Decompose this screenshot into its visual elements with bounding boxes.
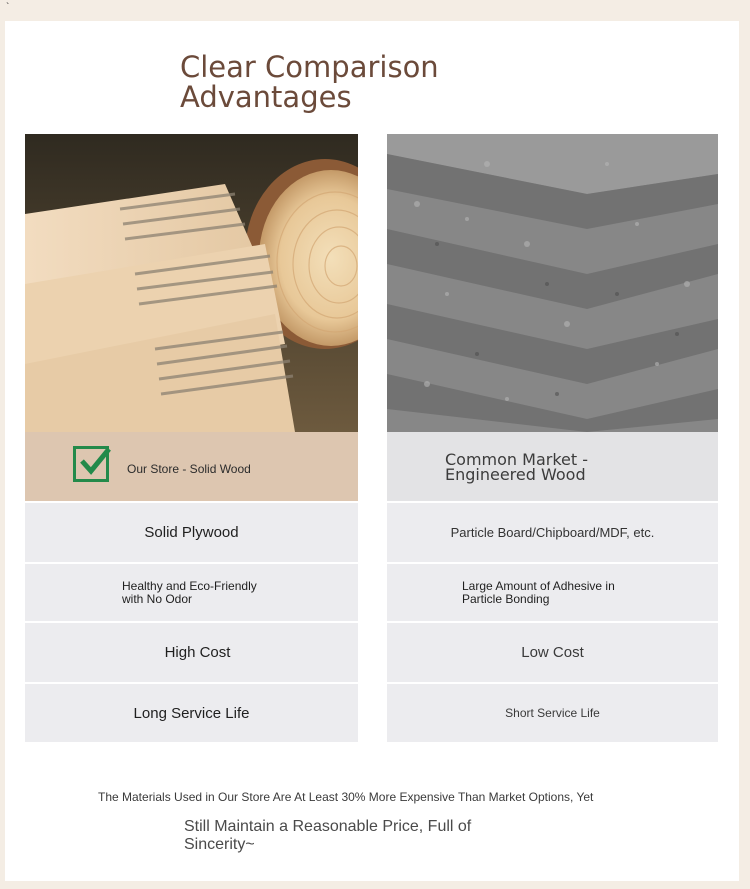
footer-statement: The Materials Used in Our Store Are At Least 30% More Expensive Than Market Options, Yet [98, 790, 594, 804]
right-row-adhesive-line-2: Particle Bonding [462, 591, 550, 606]
left-row-material-text: Solid Plywood [144, 524, 239, 541]
market-header [387, 432, 718, 501]
right-row-life-text: Short Service Life [505, 706, 600, 720]
left-row-health-line-1: Healthy and Eco-Friendly [122, 578, 257, 593]
solid-wood-photo [25, 134, 358, 432]
our-store-label: Our Store - Solid Wood [127, 462, 251, 476]
particle-board-photo [387, 134, 718, 432]
left-row-cost-text: High Cost [164, 644, 231, 661]
market-label [445, 452, 588, 482]
footer-tagline-line-1: Still Maintain a Reasonable Price, Full of [184, 818, 472, 835]
market-label-line-1: Common Market - [445, 450, 589, 469]
corner-mark: ` [6, 2, 10, 13]
left-row-health [25, 564, 358, 621]
right-row-cost [387, 623, 718, 682]
right-row-material [387, 503, 718, 562]
left-row-material [25, 503, 358, 562]
left-row-cost [25, 623, 358, 682]
left-row-health-text [122, 580, 257, 606]
page-title [180, 52, 439, 112]
footer-tagline-line-2: Sincerity~ [184, 836, 255, 853]
title-line-2: Advantages [180, 80, 352, 114]
right-row-material-text: Particle Board/Chipboard/MDF, etc. [450, 525, 655, 540]
title-line-1: Clear Comparison [180, 50, 439, 84]
footer-tagline [184, 818, 471, 854]
checkmark-icon [73, 446, 109, 482]
left-row-life [25, 684, 358, 742]
right-row-adhesive-line-1: Large Amount of Adhesive in [462, 578, 615, 593]
right-row-adhesive [387, 564, 718, 621]
right-row-cost-text: Low Cost [521, 644, 584, 661]
our-store-header [25, 432, 358, 501]
right-row-life [387, 684, 718, 742]
left-row-health-line-2: with No Odor [122, 591, 193, 606]
market-label-line-2: Engineered Wood [445, 465, 586, 484]
right-row-adhesive-text [462, 580, 615, 606]
left-row-life-text: Long Service Life [133, 704, 250, 722]
